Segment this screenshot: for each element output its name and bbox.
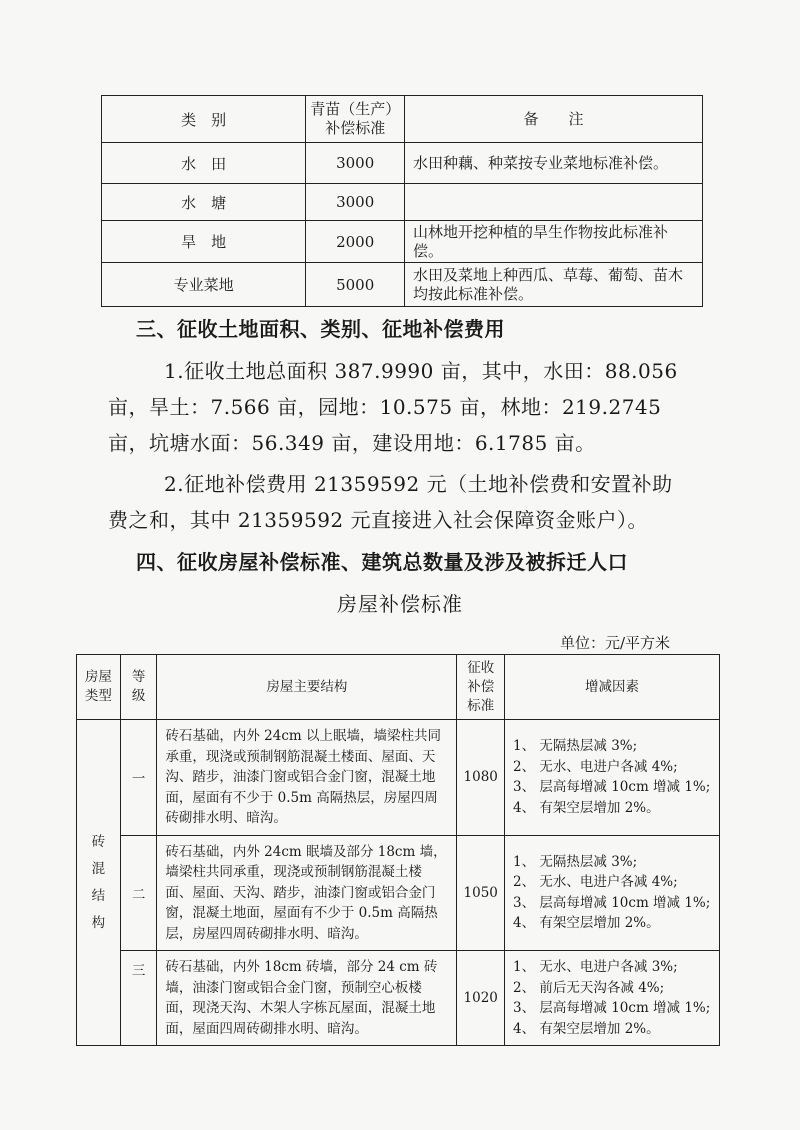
cell-structure: 砖石基础，内外 18cm 砖墙，部分 24 cm 砖墙，油漆门窗或铝合金门窗，预制空心板楼面，现浇天沟、木架人字栋瓦屋面，混凝土地面，屋面四周砖砌排水明、暗沟。: [157, 951, 457, 1046]
header-house-type-line2: 类型: [84, 688, 112, 704]
cell-category: 水 田: [102, 143, 306, 184]
unit-label: 单位：元/平方米: [560, 634, 671, 652]
house-type-char: 砖: [91, 833, 106, 850]
cell-category: 专业菜地: [102, 263, 306, 307]
cell-factors: [505, 951, 720, 1046]
factor-item: 3、 层高每增减 10cm 增减 1%;: [513, 1000, 711, 1016]
factor-item: 2、 前后无天沟各减 4%;: [513, 979, 665, 996]
factor-item: 2、 无水、电进户各减 4%;: [513, 758, 678, 775]
header-grade: [120, 655, 157, 720]
cell-grade: 三: [120, 951, 157, 1046]
factor-item: 3、 层高每增减 10cm 增减 1%;: [513, 894, 711, 911]
header-house-type-line1: 房屋: [84, 669, 112, 685]
cell-remark: 水田及菜地上种西瓜、草莓、葡萄、苗木均按此标准补偿。: [405, 263, 703, 307]
cell-standard: 3000: [306, 184, 405, 221]
factor-item: 1、 无水、电进户各减 3%;: [513, 959, 678, 975]
cell-standard: 2000: [306, 221, 405, 263]
section3-paragraph-1: 1.征收土地总面积 387.9990 亩，其中，水田：88.056 亩，旱土：7.566 亩，园地：10.575 亩，林地：219.2745 亩，坑塘水面：56.349 亩，建设用地：6.1785 亩。: [108, 359, 678, 455]
header-standard-line1: 青苗（生产）: [310, 100, 401, 118]
table-row: [102, 143, 703, 184]
header-standard-line2: 补偿: [467, 678, 495, 695]
cell-factors: [505, 835, 720, 951]
cell-structure: 砖石基础，内外 24cm 眠墙及部分 18cm 墙，墙梁柱共同承重，现浇或预制钢筋混凝土楼面、屋面、天沟、踏步，油漆门窗或铝合金门窗，混凝土地面，屋面有不少于 0.5m 高隔热层，房屋四周砖砌排水明、暗沟。: [157, 835, 457, 951]
factor-item: 3、 层高每增减 10cm 增减 1%;: [513, 779, 711, 796]
table-row: [77, 720, 720, 836]
cell-standard: 3000: [306, 143, 405, 184]
house-type-char: 混: [91, 860, 106, 877]
table-row: [102, 221, 703, 263]
header-standard-line2: 补偿标准: [325, 119, 386, 137]
factor-item: 4、 有架空层增加 2%。: [513, 915, 660, 932]
cell-category: 水 塘: [102, 184, 306, 221]
header-structure: 房屋主要结构: [157, 655, 457, 720]
table-row: [77, 835, 720, 951]
factor-item: 2、 无水、电进户各减 4%;: [513, 874, 678, 891]
header-standard: [457, 655, 505, 720]
cell-standard: 5000: [306, 263, 405, 307]
header-standard-line1: 征收: [467, 659, 495, 676]
cell-remark: 水田种藕、种菜按专业菜地标准补偿。: [405, 143, 703, 184]
cell-standard: 1020: [457, 951, 505, 1046]
cell-grade: 一: [120, 720, 157, 836]
factor-item: 1、 无隔热层减 3%;: [513, 853, 638, 870]
header-factors: 增减因素: [505, 655, 720, 720]
cell-factors: [505, 720, 720, 836]
header-standard-line3: 标准: [467, 697, 495, 714]
table-row: [77, 951, 720, 1046]
cell-remark: [405, 184, 703, 221]
crop-compensation-table: [101, 95, 703, 307]
house-type-char: 构: [91, 914, 106, 931]
header-category: 类 别: [102, 96, 306, 143]
house-compensation-table: [76, 654, 720, 1046]
cell-grade: 二: [120, 835, 157, 951]
header-remark: 备 注: [405, 96, 703, 143]
header-standard: [306, 96, 405, 143]
section3-paragraph-2: 2.征地补偿费用 21359592 元（土地补偿费和安置补助费之和，其中 21359592 元直接进入社会保障资金账户）。: [108, 472, 673, 532]
section3-heading: 三、征收土地面积、类别、征地补偿费用: [136, 317, 505, 341]
cell-house-type: [77, 720, 121, 1046]
header-grade-line1: 等: [131, 669, 146, 685]
section4-heading: 四、征收房屋补偿标准、建筑总数量及涉及被拆迁人口: [136, 550, 628, 574]
table-header-row: [102, 96, 703, 143]
factor-item: 1、 无隔热层减 3%;: [513, 738, 638, 755]
table-header-row: [77, 655, 720, 720]
house-table-title: 房屋补偿标准: [337, 592, 463, 616]
cell-category: 旱 地: [102, 221, 306, 263]
table-row: [102, 263, 703, 307]
cell-standard: 1050: [457, 835, 505, 951]
cell-remark: 山林地开挖种植的旱生作物按此标准补偿。: [405, 221, 703, 263]
header-house-type: [77, 655, 121, 720]
header-grade-line2: 级: [131, 688, 146, 704]
house-type-char: 结: [91, 887, 106, 904]
cell-structure: 砖石基础，内外 24cm 以上眠墙，墙梁柱共同承重，现浇或预制钢筋混凝土楼面、屋面、天沟、踏步，油漆门窗或铝合金门窗，混凝土地面，屋面有不少于 0.5m 高隔热层，房屋四周砖砌排水明、暗沟。: [157, 720, 457, 836]
factor-item: 4、 有架空层增加 2%。: [513, 1020, 660, 1037]
cell-standard: 1080: [457, 720, 505, 836]
factor-item: 4、 有架空层增加 2%。: [513, 799, 660, 816]
table-row: [102, 184, 703, 221]
